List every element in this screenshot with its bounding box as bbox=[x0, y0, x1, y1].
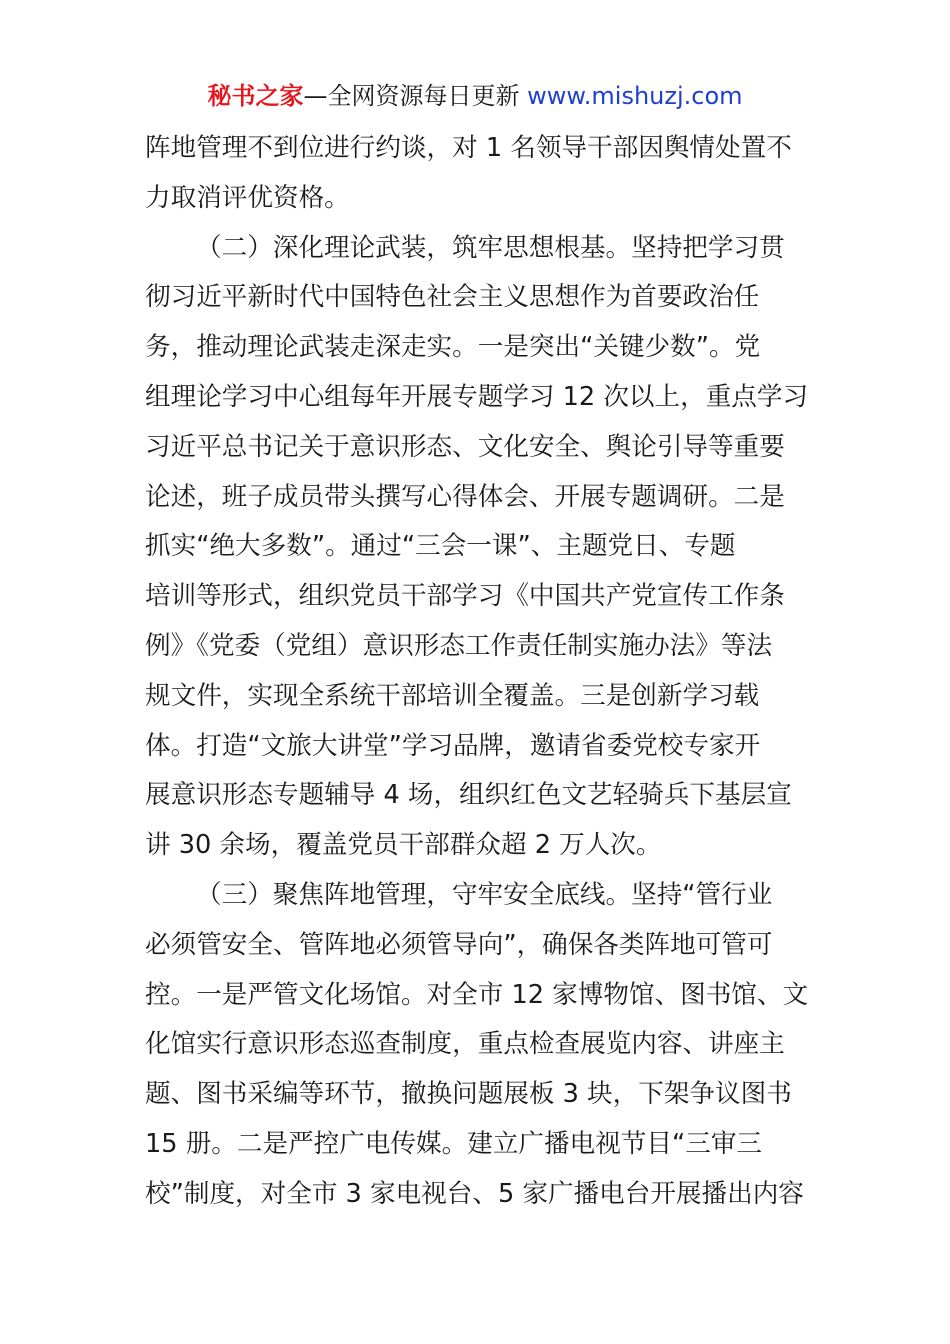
text-line: 例》《党委（党组）意识形态工作责任制实施办法》等法 bbox=[145, 630, 773, 661]
text-line: 习近平总书记关于意识形态、文化安全、舆论引导等重要 bbox=[145, 431, 785, 462]
text-line: 15 册。二是严控广电传媒。建立广播电视节目“三审三 bbox=[145, 1128, 763, 1159]
header-tagline: —全网资源每日更新 bbox=[303, 82, 520, 110]
text-line: 展意识形态专题辅导 4 场，组织红色文艺轻骑兵下基层宣 bbox=[145, 780, 792, 811]
text-line: 力取消评优资格。 bbox=[145, 182, 350, 213]
text-line: 体。打造“文旅大讲堂”学习品牌，邀请省委党校专家开 bbox=[145, 730, 761, 761]
text-line: 讲 30 余场，覆盖党员干部群众超 2 万人次。 bbox=[145, 830, 662, 861]
document-body bbox=[145, 124, 810, 1220]
text-line: （三）聚焦阵地管理，守牢安全底线。坚持“管行业 bbox=[196, 879, 773, 910]
text-line: 控。一是严管文化场馆。对全市 12 家博物馆、图书馆、文 bbox=[145, 979, 809, 1010]
text-line: 校”制度，对全市 3 家电视台、5 家广播电台开展播出内容 bbox=[145, 1178, 804, 1209]
text-line: 论述，班子成员带头撰写心得体会、开展专题调研。二是 bbox=[145, 481, 785, 512]
text-line: 培训等形式，组织党员干部学习《中国共产党宣传工作条 bbox=[145, 581, 785, 612]
text-line: 彻习近平新时代中国特色社会主义思想作为首要政治任 bbox=[145, 282, 760, 313]
text-line: 抓实“绝大多数”。通过“三会一课”、主题党日、专题 bbox=[145, 531, 736, 562]
text-line: 必须管安全、管阵地必须管导向”，确保各类阵地可管可 bbox=[145, 929, 773, 960]
site-url[interactable]: www.mishuzj.com bbox=[527, 82, 743, 110]
text-line: 化馆实行意识形态巡查制度，重点检查展览内容、讲座主 bbox=[145, 1029, 785, 1060]
brand-name: 秘书之家 bbox=[207, 82, 304, 110]
text-line: 务，推动理论武装走深走实。一是突出“关键少数”。党 bbox=[145, 332, 761, 363]
text-line: 阵地管理不到位进行约谈，对 1 名领导干部因舆情处置不 bbox=[145, 133, 792, 163]
text-line: 组理论学习中心组每年开展专题学习 12 次以上，重点学习 bbox=[145, 381, 809, 412]
site-header bbox=[0, 80, 950, 112]
text-line: 题、图书采编等环节，撤换问题展板 3 块，下架争议图书 bbox=[145, 1079, 792, 1110]
text-line: （二）深化理论武装，筑牢思想根基。坚持把学习贯 bbox=[196, 232, 785, 263]
text-line: 规文件，实现全系统干部培训全覆盖。三是创新学习载 bbox=[145, 680, 760, 711]
